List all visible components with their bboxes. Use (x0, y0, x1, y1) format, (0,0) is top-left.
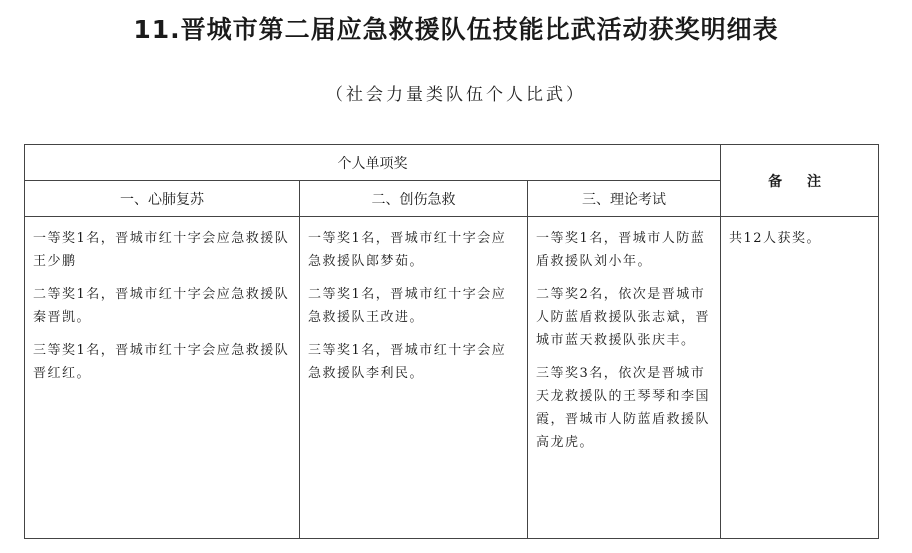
page-subtitle: （社会力量类队伍个人比武） (326, 85, 586, 105)
award-entry: 一等奖1名，晋城市红十字会应急救援队郎梦茹。 (308, 231, 507, 269)
header-row-group (25, 145, 879, 181)
award-entry: 三等奖3名，依次是晋城市天龙救援队的王琴琴和李国霞，晋城市人防蓝盾救援队高龙虎。 (536, 366, 711, 450)
theory-exam-awards-cell (528, 217, 721, 539)
column-header-theory-exam: 三、理论考试 (528, 181, 721, 217)
page-title: 11.晋城市第二届应急救援队伍技能比武活动获奖明细表 (133, 15, 779, 44)
column-header-trauma-aid: 二、创伤急救 (300, 181, 528, 217)
award-entry: 三等奖1名，晋城市红十字会应急救援队李利民。 (308, 343, 507, 381)
award-entry: 二等奖1名，晋城市红十字会应急救援队秦晋凯。 (33, 287, 290, 325)
column-header-cpr: 一、心肺复苏 (25, 181, 300, 217)
award-entry: 二等奖1名，晋城市红十字会应急救援队王改进。 (308, 287, 507, 325)
award-entry: 二等奖2名，依次是晋城市人防蓝盾救援队张志斌，晋城市蓝天救援队张庆丰。 (536, 287, 711, 348)
notes-header: 备 注 (721, 145, 879, 217)
notes-cell (721, 217, 879, 539)
group-header: 个人单项奖 (25, 145, 721, 181)
award-entry: 一等奖1名，晋城市红十字会应急救援队王少鹏 (33, 231, 290, 269)
award-entry: 三等奖1名，晋城市红十字会应急救援队晋红红。 (33, 343, 290, 381)
award-entry: 一等奖1名，晋城市人防蓝盾救援队刘小年。 (536, 231, 706, 269)
cpr-awards-cell (25, 217, 300, 539)
notes-text: 共12人获奖。 (729, 231, 822, 246)
trauma-aid-awards-cell (300, 217, 528, 539)
awards-table (24, 144, 879, 539)
table-row (25, 217, 879, 539)
